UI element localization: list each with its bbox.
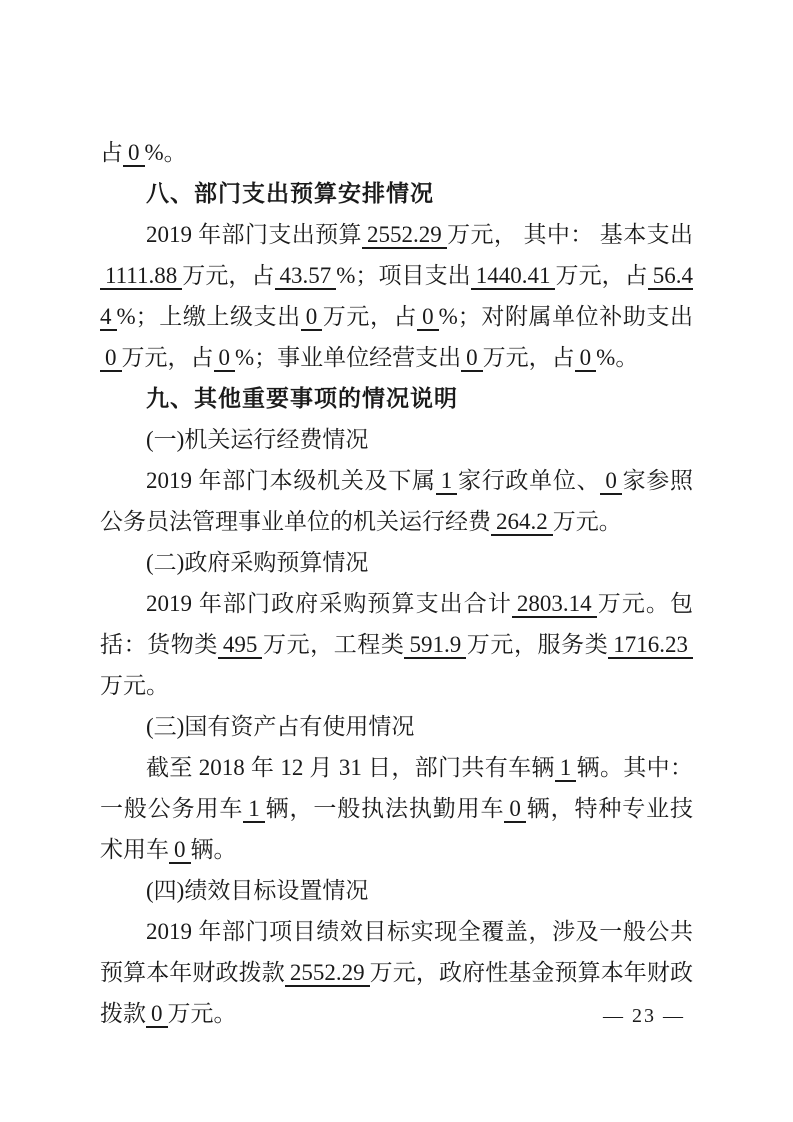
- text-run: 2019 年部门支出预算: [146, 222, 362, 247]
- text-run: 家行政单位、: [457, 468, 601, 493]
- underlined-value: 0: [301, 304, 323, 331]
- paragraph: [100, 542, 693, 583]
- underlined-value: 0: [600, 468, 622, 495]
- underlined-value: 2552.29: [285, 960, 370, 987]
- text-run: 万元，政府性基金预算本年财政拨款: [100, 960, 694, 1026]
- text-run: %；对附属单位补助支出: [438, 304, 693, 329]
- paragraph: [100, 747, 693, 870]
- underlined-value: 43.57: [275, 263, 337, 290]
- underlined-value: 2552.29: [362, 222, 447, 249]
- paragraph: [100, 460, 693, 542]
- underlined-value: 264.2: [491, 509, 553, 536]
- paragraph: [100, 583, 693, 706]
- text-run: (二)政府采购预算情况: [146, 550, 369, 575]
- text-run: 万元。: [167, 1001, 237, 1026]
- underlined-value: 495: [218, 632, 263, 659]
- text-run: 截至 2018 年 12 月 31 日，部门共有车辆: [146, 755, 555, 780]
- text-run: %；上缴上级支出: [116, 304, 301, 329]
- page-number: — 23 —: [603, 1005, 685, 1027]
- text-run: (四)绩效目标设置情况: [146, 878, 369, 903]
- underlined-value: 0: [504, 796, 526, 823]
- text-run: 占: [100, 140, 123, 165]
- text-run: 万元，占: [182, 263, 275, 288]
- text-run: 2019 年部门项目绩效目标实现全覆盖，涉及一般公共预算本年财政拨款: [100, 919, 693, 985]
- text-run: %；事业单位经营支出: [235, 345, 462, 370]
- underlined-value: 2803.14: [512, 591, 597, 618]
- text-run: 万元。: [552, 509, 622, 534]
- underlined-value: 0: [123, 140, 145, 167]
- text-run: 万元，服务类: [466, 632, 609, 657]
- text-run: 万元，占: [121, 345, 214, 370]
- text-run: 万元，工程类: [262, 632, 405, 657]
- text-run: 万元，占: [555, 263, 648, 288]
- underlined-value: 1: [243, 796, 265, 823]
- text-run: 八、部门支出预算安排情况: [146, 180, 434, 206]
- text-run: 万元，占: [482, 345, 575, 370]
- text-run: 万元， 其中： 基本支出: [446, 222, 694, 247]
- text-run: 辆，一般执法执勤用车: [264, 796, 505, 821]
- paragraph: [100, 132, 693, 173]
- underlined-value: 0: [575, 345, 597, 372]
- text-run: %。: [144, 140, 187, 165]
- text-run: (一)机关运行经费情况: [146, 427, 369, 452]
- underlined-value: 1: [436, 468, 458, 495]
- text-run: %；项目支出: [336, 263, 471, 288]
- text-run: %。: [596, 345, 639, 370]
- underlined-value: 1111.88: [100, 263, 182, 290]
- underlined-value: 1: [555, 755, 577, 782]
- underlined-value: 0: [169, 837, 191, 864]
- paragraph: [100, 214, 693, 378]
- section-heading: [100, 378, 693, 419]
- text-run: 辆。: [190, 837, 237, 862]
- text-run: 辆。其中：一般公务用车: [100, 755, 694, 821]
- text-run: (三)国有资产占有使用情况: [146, 714, 415, 739]
- paragraph: [100, 419, 693, 460]
- text-run: 家参照公务员法管理事业单位的机关运行经费: [100, 468, 694, 534]
- underlined-value: 1716.23: [608, 632, 693, 659]
- text-run: 辆，特种专业技术用车: [100, 796, 693, 862]
- text-run: 九、其他重要事项的情况说明: [146, 385, 458, 411]
- underlined-value: 0: [214, 345, 236, 372]
- text-run: 2019 年部门政府采购预算支出合计: [146, 591, 512, 616]
- underlined-value: 0: [461, 345, 483, 372]
- section-heading: [100, 173, 693, 214]
- underlined-value: 56.44: [100, 263, 693, 329]
- paragraph: [100, 706, 693, 747]
- document-body: [100, 132, 693, 1034]
- underlined-value: 0: [417, 304, 439, 331]
- text-run: 万元，占: [322, 304, 418, 329]
- text-run: 万元。包括：货物类: [100, 591, 694, 657]
- underlined-value: 0: [100, 345, 122, 372]
- text-run: 万元。: [100, 673, 169, 698]
- text-run: 2019 年部门本级机关及下属: [146, 468, 436, 493]
- underlined-value: 1440.41: [471, 263, 556, 290]
- paragraph: [100, 870, 693, 911]
- underlined-value: 591.9: [404, 632, 466, 659]
- underlined-value: 0: [146, 1001, 168, 1028]
